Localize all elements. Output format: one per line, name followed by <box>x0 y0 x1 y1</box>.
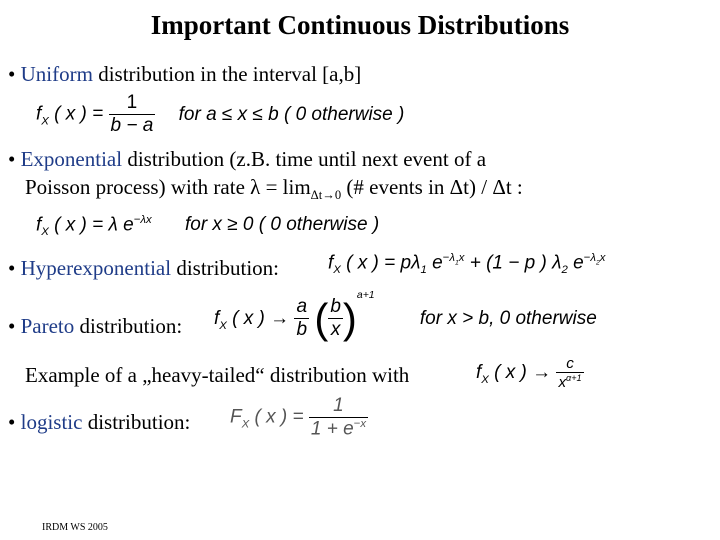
pareto-fraction-b-x: $\frac{b}{x}$ <box>330 296 341 341</box>
logistic-fraction: $\frac{1}{1 + e^{-x}}$ <box>310 395 367 440</box>
hyperexponential-name: Hyperexponential <box>20 256 172 280</box>
pareto-fraction-a-b: $\frac{a}{b}$ <box>296 296 308 341</box>
pareto-formula: $f_X$ ( x ) → $\frac{a}{b}$ ( $\frac{b}{x}$ )$^{a+1}$ for x > b, 0 otherwise <box>214 290 597 342</box>
bullet-hyperexponential: • Hyperexponential distribution: <box>8 256 279 280</box>
exponential-line2: Poisson process) with rate $\lambda = \lim_{\Delta t\to 0}$ (# events in Δt) / Δt : <box>25 175 523 203</box>
uniform-name: Uniform <box>20 62 93 86</box>
pareto-example-text: Example of a „heavy-tailed“ distribution with <box>25 363 410 387</box>
uniform-fraction: $\frac{1}{b - a}$ <box>110 92 154 136</box>
bullet-pareto: • Pareto distribution: <box>8 314 183 338</box>
page-title: Important Continuous Distributions <box>150 10 570 40</box>
pareto-name: Pareto <box>20 314 75 338</box>
exponential-name: Exponential <box>20 147 123 171</box>
uniform-formula: $f_X$ ( x ) = $\frac{1}{b - a}$ for a ≤ x ≤ b ( 0 otherwise ) <box>36 92 405 136</box>
pareto-example-fraction: $\frac{c}{x^{\alpha+1}}$ <box>558 355 582 392</box>
slide-footer: IRDM WS 2005 <box>42 522 108 533</box>
logistic-name: logistic <box>20 410 83 434</box>
pareto-example-formula: $f_X$ ( x ) → $\frac{c}{x^{\alpha+1}}$ <box>476 355 582 392</box>
logistic-formula: $F_X$ ( x ) = $\frac{1}{1 + e^{-x}}$ <box>230 395 367 440</box>
uniform-description: distribution in the interval [a,b] <box>98 62 362 86</box>
bullet-marker: • <box>8 62 16 86</box>
hyperexponential-formula: $f_X$ ( x ) = $p\lambda_1$ $e^{-\lambda_1x} + (1 - p$ ) $\lambda_2$ $e^{-\lambda_2x}$ <box>328 252 606 277</box>
bullet-exponential: • Exponential distribution (z.B. time until next event of a <box>8 147 487 171</box>
bullet-uniform <box>8 62 361 87</box>
exponential-formula: $f_X$ ( x ) = λ $e^{-\lambda x}$ for x ≥ 0 ( 0 otherwise ) <box>36 214 380 239</box>
bullet-logistic: • logistic distribution: <box>8 410 191 434</box>
